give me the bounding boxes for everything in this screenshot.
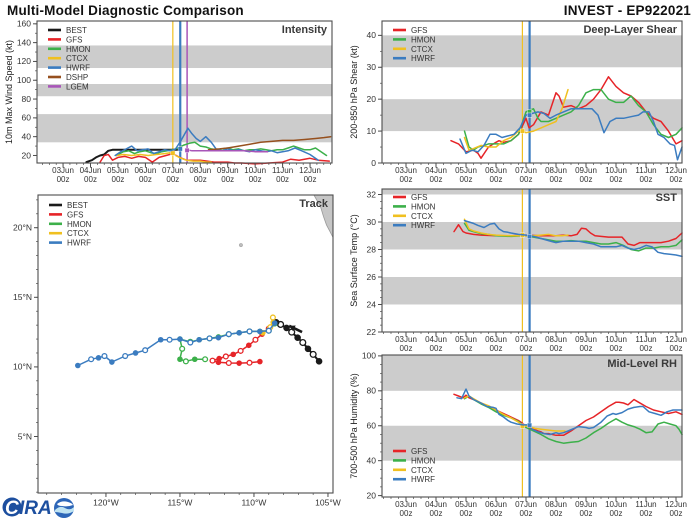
svg-text:HMON: HMON bbox=[411, 456, 436, 466]
svg-text:00z: 00z bbox=[579, 344, 593, 353]
svg-text:HMON: HMON bbox=[411, 35, 436, 45]
svg-text:00z: 00z bbox=[609, 175, 623, 184]
svg-text:105°W: 105°W bbox=[315, 497, 341, 508]
svg-text:05Jun: 05Jun bbox=[455, 500, 477, 509]
svg-text:00z: 00z bbox=[399, 344, 413, 353]
svg-text:11Jun: 11Jun bbox=[635, 500, 657, 509]
svg-text:Mid-Level RH: Mid-Level RH bbox=[607, 358, 677, 370]
svg-text:HWRF: HWRF bbox=[67, 238, 91, 248]
svg-text:100: 100 bbox=[361, 350, 376, 361]
svg-text:10Jun: 10Jun bbox=[244, 166, 267, 175]
svg-text:00z: 00z bbox=[399, 509, 413, 518]
svg-text:LGEM: LGEM bbox=[66, 82, 89, 92]
svg-text:00z: 00z bbox=[138, 175, 152, 184]
svg-text:160: 160 bbox=[16, 18, 31, 29]
svg-text:06Jun: 06Jun bbox=[485, 335, 507, 344]
svg-text:80: 80 bbox=[366, 385, 376, 396]
svg-text:00z: 00z bbox=[111, 175, 125, 184]
svg-text:00z: 00z bbox=[221, 175, 235, 184]
svg-text:20: 20 bbox=[366, 93, 376, 104]
svg-text:BEST: BEST bbox=[66, 26, 87, 35]
svg-text:10Jun: 10Jun bbox=[605, 500, 627, 509]
svg-text:40: 40 bbox=[21, 131, 31, 142]
svg-text:00z: 00z bbox=[519, 509, 533, 518]
rh-panel bbox=[349, 351, 687, 518]
svg-text:09Jun: 09Jun bbox=[575, 166, 597, 175]
svg-text:200-850 hPa Shear (kt): 200-850 hPa Shear (kt) bbox=[349, 45, 359, 139]
svg-text:07Jun: 07Jun bbox=[161, 166, 184, 175]
svg-text:60: 60 bbox=[366, 420, 376, 431]
svg-text:04Jun: 04Jun bbox=[425, 500, 447, 509]
svg-text:00z: 00z bbox=[549, 175, 563, 184]
svg-text:05Jun: 05Jun bbox=[107, 166, 129, 175]
svg-text:11Jun: 11Jun bbox=[635, 166, 657, 175]
svg-text:Intensity: Intensity bbox=[281, 24, 327, 36]
svg-text:0: 0 bbox=[371, 157, 376, 168]
cira-logo-text: IRA bbox=[19, 498, 52, 519]
svg-text:00z: 00z bbox=[399, 175, 413, 184]
svg-text:CTCX: CTCX bbox=[411, 465, 433, 475]
svg-text:09Jun: 09Jun bbox=[575, 500, 597, 509]
svg-text:00z: 00z bbox=[248, 175, 262, 184]
svg-text:00z: 00z bbox=[579, 175, 593, 184]
svg-text:10Jun: 10Jun bbox=[605, 335, 627, 344]
svg-text:100: 100 bbox=[16, 75, 31, 86]
sst-panel bbox=[349, 189, 687, 353]
svg-text:00z: 00z bbox=[459, 175, 473, 184]
svg-text:Deep-Layer Shear: Deep-Layer Shear bbox=[583, 24, 677, 36]
page-title: Multi-Model Diagnostic Comparison bbox=[7, 3, 244, 18]
svg-text:00z: 00z bbox=[429, 509, 443, 518]
svg-text:00z: 00z bbox=[639, 344, 653, 353]
svg-text:03Jun: 03Jun bbox=[52, 166, 74, 175]
svg-text:GFS: GFS bbox=[411, 447, 428, 456]
svg-text:06Jun: 06Jun bbox=[485, 166, 507, 175]
svg-text:04Jun: 04Jun bbox=[425, 166, 447, 175]
svg-text:700-500 hPa Humidity (%): 700-500 hPa Humidity (%) bbox=[349, 373, 359, 479]
svg-text:00z: 00z bbox=[489, 344, 503, 353]
svg-text:HMON: HMON bbox=[67, 219, 92, 229]
svg-text:05Jun: 05Jun bbox=[455, 335, 477, 344]
svg-text:11Jun: 11Jun bbox=[272, 166, 294, 175]
svg-text:00z: 00z bbox=[549, 509, 563, 518]
svg-text:20: 20 bbox=[366, 490, 376, 501]
svg-text:GFS: GFS bbox=[411, 26, 428, 35]
svg-text:00z: 00z bbox=[639, 509, 653, 518]
svg-text:00z: 00z bbox=[276, 175, 290, 184]
svg-text:115°W: 115°W bbox=[167, 497, 193, 508]
svg-text:10m Max Wind Speed (kt): 10m Max Wind Speed (kt) bbox=[4, 39, 14, 145]
track-panel bbox=[13, 195, 341, 508]
svg-text:00z: 00z bbox=[193, 175, 207, 184]
svg-text:BEST: BEST bbox=[67, 201, 88, 210]
svg-text:140: 140 bbox=[16, 37, 31, 48]
svg-text:00z: 00z bbox=[489, 509, 503, 518]
svg-text:15°N: 15°N bbox=[13, 292, 32, 303]
svg-text:06Jun: 06Jun bbox=[485, 500, 507, 509]
svg-text:09Jun: 09Jun bbox=[575, 335, 597, 344]
svg-text:07Jun: 07Jun bbox=[515, 166, 537, 175]
svg-text:5°N: 5°N bbox=[17, 431, 32, 442]
svg-text:00z: 00z bbox=[459, 344, 473, 353]
svg-text:00z: 00z bbox=[303, 175, 317, 184]
svg-text:Track: Track bbox=[299, 198, 328, 210]
svg-text:00z: 00z bbox=[609, 344, 623, 353]
svg-text:DSHP: DSHP bbox=[66, 73, 89, 82]
svg-text:HMON: HMON bbox=[66, 44, 91, 54]
svg-text:10: 10 bbox=[366, 125, 376, 136]
svg-text:HWRF: HWRF bbox=[411, 475, 435, 485]
svg-text:32: 32 bbox=[366, 189, 376, 200]
svg-text:00z: 00z bbox=[579, 509, 593, 518]
svg-text:HMON: HMON bbox=[411, 202, 436, 212]
svg-text:12Jun: 12Jun bbox=[665, 335, 687, 344]
svg-text:HWRF: HWRF bbox=[66, 63, 90, 73]
svg-text:CTCX: CTCX bbox=[411, 44, 433, 54]
svg-text:CTCX: CTCX bbox=[67, 229, 89, 239]
svg-text:00z: 00z bbox=[669, 344, 683, 353]
cira-logo-globe-right bbox=[54, 498, 74, 518]
svg-text:00z: 00z bbox=[166, 175, 180, 184]
svg-text:24: 24 bbox=[366, 299, 376, 310]
svg-text:00z: 00z bbox=[669, 175, 683, 184]
svg-text:08Jun: 08Jun bbox=[545, 500, 567, 509]
svg-text:00z: 00z bbox=[56, 175, 70, 184]
cira-logo bbox=[2, 494, 82, 522]
svg-text:12Jun: 12Jun bbox=[665, 500, 687, 509]
svg-text:06Jun: 06Jun bbox=[134, 166, 157, 175]
svg-text:110°W: 110°W bbox=[241, 497, 267, 508]
svg-text:30: 30 bbox=[366, 62, 376, 73]
svg-text:00z: 00z bbox=[429, 344, 443, 353]
svg-text:00z: 00z bbox=[519, 344, 533, 353]
svg-text:05Jun: 05Jun bbox=[455, 166, 477, 175]
cira-logo-c: C bbox=[5, 498, 19, 519]
svg-text:20°N: 20°N bbox=[13, 222, 32, 233]
svg-text:00z: 00z bbox=[489, 175, 503, 184]
svg-text:03Jun: 03Jun bbox=[395, 500, 417, 509]
svg-text:08Jun: 08Jun bbox=[545, 335, 567, 344]
svg-text:11Jun: 11Jun bbox=[635, 335, 657, 344]
svg-text:26: 26 bbox=[366, 271, 376, 282]
svg-text:00z: 00z bbox=[429, 175, 443, 184]
svg-text:28: 28 bbox=[366, 244, 376, 255]
svg-text:00z: 00z bbox=[669, 509, 683, 518]
svg-text:10Jun: 10Jun bbox=[605, 166, 627, 175]
svg-text:08Jun: 08Jun bbox=[189, 166, 212, 175]
svg-text:08Jun: 08Jun bbox=[545, 166, 567, 175]
svg-text:03Jun: 03Jun bbox=[395, 166, 417, 175]
svg-text:00z: 00z bbox=[639, 175, 653, 184]
svg-text:80: 80 bbox=[21, 93, 31, 104]
svg-text:60: 60 bbox=[21, 112, 31, 123]
track-series-gfs bbox=[213, 324, 274, 363]
svg-text:CTCX: CTCX bbox=[411, 211, 433, 221]
svg-text:03Jun: 03Jun bbox=[395, 335, 417, 344]
svg-text:20: 20 bbox=[21, 150, 31, 161]
svg-text:40: 40 bbox=[366, 30, 376, 41]
svg-text:120°W: 120°W bbox=[93, 497, 119, 508]
svg-text:00z: 00z bbox=[519, 175, 533, 184]
svg-text:12Jun: 12Jun bbox=[299, 166, 321, 175]
svg-text:12Jun: 12Jun bbox=[665, 166, 687, 175]
svg-text:10°N: 10°N bbox=[13, 361, 32, 372]
svg-text:00z: 00z bbox=[549, 344, 563, 353]
svg-text:22: 22 bbox=[366, 326, 376, 337]
track-series-hwrf bbox=[78, 323, 275, 365]
svg-text:00z: 00z bbox=[459, 509, 473, 518]
svg-text:40: 40 bbox=[366, 455, 376, 466]
svg-text:07Jun: 07Jun bbox=[515, 500, 537, 509]
island-marker bbox=[239, 243, 242, 246]
shear-panel bbox=[349, 21, 687, 184]
svg-text:HWRF: HWRF bbox=[411, 221, 435, 231]
svg-text:GFS: GFS bbox=[411, 193, 428, 202]
intensity-panel bbox=[4, 19, 332, 184]
svg-text:04Jun: 04Jun bbox=[425, 335, 447, 344]
svg-text:120: 120 bbox=[16, 56, 31, 67]
svg-text:GFS: GFS bbox=[66, 35, 83, 45]
svg-text:GFS: GFS bbox=[67, 210, 84, 220]
svg-text:HWRF: HWRF bbox=[411, 54, 435, 64]
svg-text:SST: SST bbox=[655, 192, 677, 204]
svg-text:30: 30 bbox=[366, 216, 376, 227]
storm-id-title: INVEST - EP922021 bbox=[563, 3, 691, 18]
svg-text:00z: 00z bbox=[84, 175, 97, 184]
svg-text:CTCX: CTCX bbox=[66, 54, 88, 64]
svg-text:Sea Surface Temp (°C): Sea Surface Temp (°C) bbox=[349, 214, 359, 307]
svg-text:00z: 00z bbox=[609, 509, 623, 518]
svg-text:09Jun: 09Jun bbox=[216, 166, 239, 175]
svg-text:04Jun: 04Jun bbox=[79, 166, 102, 175]
svg-text:07Jun: 07Jun bbox=[515, 335, 537, 344]
